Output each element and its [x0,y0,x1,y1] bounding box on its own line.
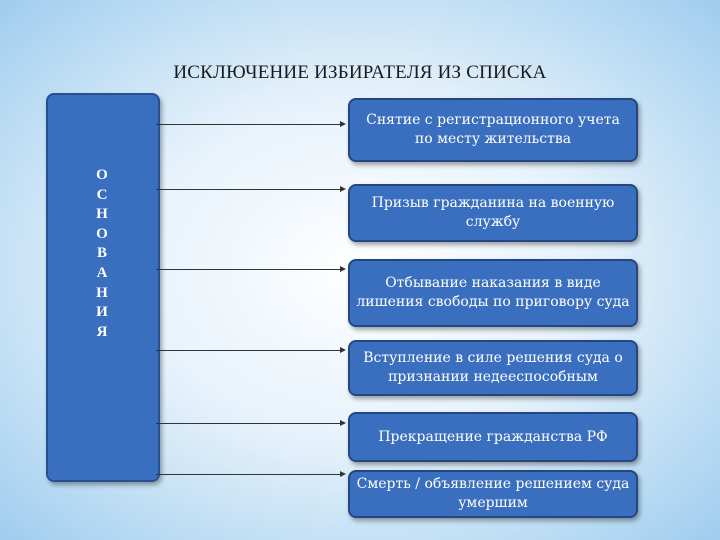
reason-box: Смерть / объявление решением суда умершим [348,470,638,518]
arrow-connector [156,474,340,475]
diagram-title: ИСКЛЮЧЕНИЕ ИЗБИРАТЕЛЯ ИЗ СПИСКА [173,62,547,83]
arrow-head-icon [340,186,346,192]
grounds-letter: Н [96,206,108,223]
reason-box: Призыв гражданина на военную службу [348,184,638,242]
grounds-letter: И [96,304,108,321]
grounds-letter: Я [96,323,108,340]
grounds-letter: А [96,264,108,281]
grounds-letter: О [96,225,108,242]
arrow-head-icon [340,420,346,426]
grounds-label [95,166,109,342]
arrow-connector [156,423,340,424]
arrow-connector [156,189,340,190]
reason-box: Прекращение гражданства РФ [348,412,638,462]
grounds-letter: О [96,167,108,183]
arrow-head-icon [340,266,346,272]
arrow-head-icon [340,471,346,477]
arrow-head-icon [340,121,346,127]
grounds-letter: С [96,186,108,203]
grounds-letter: Н [96,284,108,301]
arrow-head-icon [340,347,346,353]
arrow-connector [156,269,340,270]
reason-box: Снятие с регистрационного учета по месту жительства [348,98,638,162]
arrow-connector [156,124,340,125]
reason-box: Вступление в силе решения суда о признании недееспособным [348,340,638,396]
reason-box: Отбывание наказания в виде лишения свободы по приговору суда [348,259,638,327]
grounds-letter: В [96,245,107,262]
arrow-connector [156,350,340,351]
